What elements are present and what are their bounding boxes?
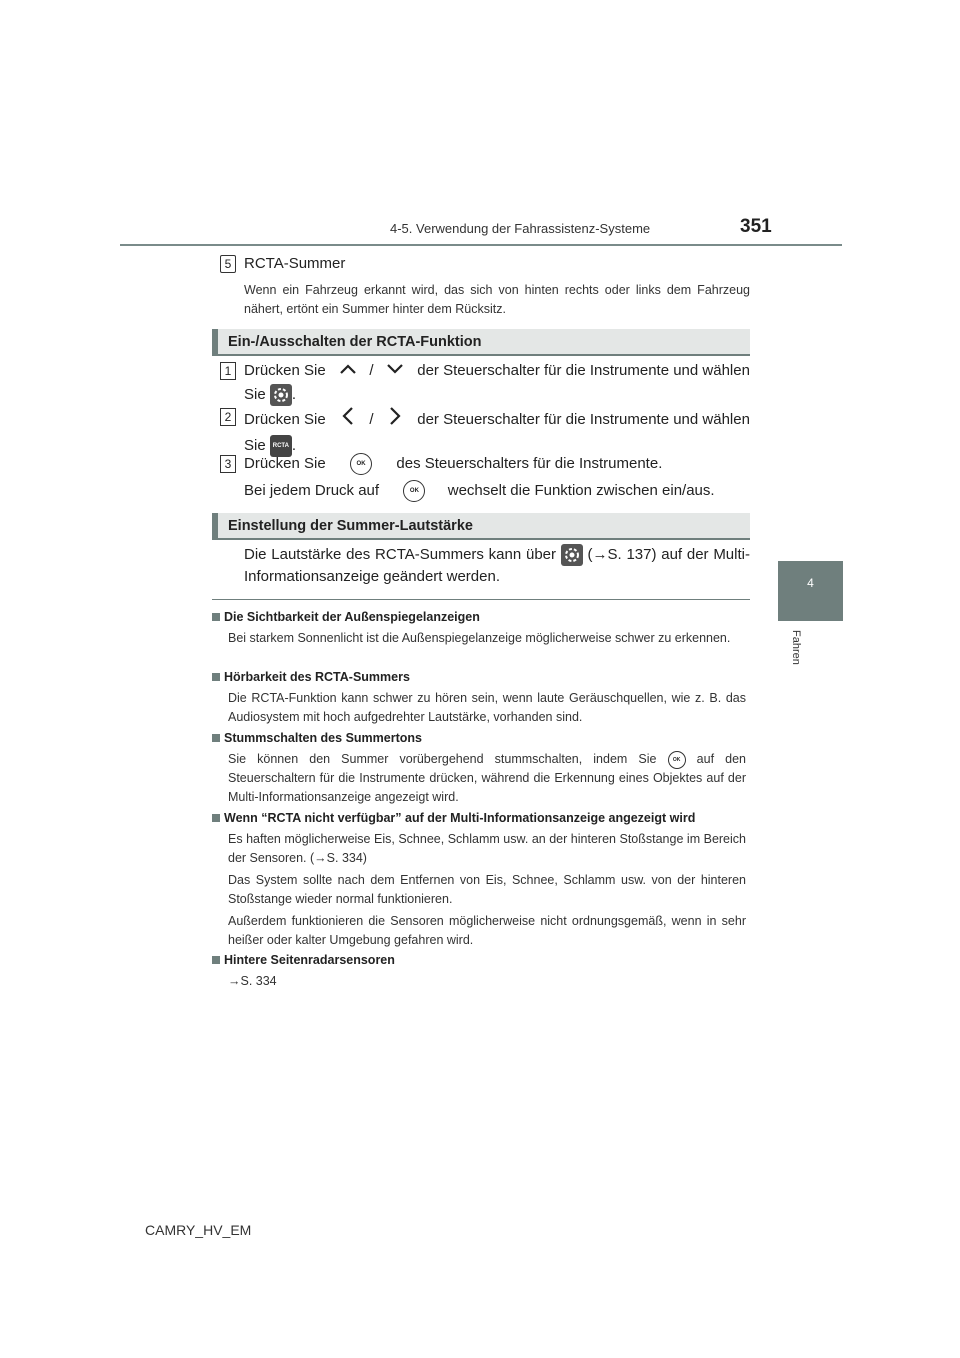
chevron-down-icon	[386, 360, 404, 382]
note-text: Es haften möglicherweise Eis, Schnee, Schlamm usw. an der hinteren Stoßstange im Bereich der Sensoren. (→S. 334)	[228, 832, 746, 865]
callout-number: 5	[220, 255, 236, 273]
step-2: Drücken Sie / der Steuerschalter für die Instrumente und wählen Sie RCTA .	[244, 406, 750, 457]
section-title: 4-5. Verwendung der Fahrassistenz-Systeme	[390, 221, 651, 236]
ok-button-icon: OK	[350, 453, 372, 475]
bullet-square-icon	[212, 734, 220, 742]
section-heading-buzzer-volume: Einstellung der Summer-Lautstärke	[212, 513, 750, 540]
note-text: Sie können den Summer vorübergehend stummschalten, indem Sie OK auf den Steuerschaltern für die Instrumente drücken, während die Erkennung eines Objektes auf der Multi-Informationsanzeige angezeigt wird.	[228, 752, 746, 804]
chapter-number: 4	[807, 576, 814, 590]
note-text: →S. 334	[228, 974, 277, 988]
ok-button-icon: OK	[403, 480, 425, 502]
header-rule	[120, 244, 842, 246]
chapter-label: Fahren	[790, 630, 802, 665]
note-text: Die RCTA-Funktion kann schwer zu hören sein, wenn laute Geräuschquellen, wie z. B. das Audiosystem mit hoch aufgedrehter Lautstärke, vorhanden sind.	[228, 691, 746, 724]
step-number: 1	[220, 362, 236, 380]
document-code: CAMRY_HV_EM	[145, 1222, 252, 1238]
note-heading: Hörbarkeit des RCTA-Summers	[212, 670, 410, 684]
item-description: Wenn ein Fahrzeug erkannt wird, das sich von hinten rechts oder links dem Fahrzeug nähert, ertönt ein Summer hinter dem Rücksitz.	[244, 283, 750, 316]
buzzer-volume-text: Die Lautstärke des RCTA-Summers kann über (→S. 137) auf der Multi-Informationsanzeige geändert werden.	[244, 546, 750, 586]
step-number: 3	[220, 455, 236, 473]
note-text: Bei starkem Sonnenlicht ist die Außenspiegelanzeige möglicherweise schwer zu erkennen.	[228, 631, 731, 645]
chevron-left-icon	[341, 406, 355, 433]
rcta-icon: RCTA	[270, 435, 292, 457]
note-heading: Wenn “RCTA nicht verfügbar” auf der Multi-Informationsanzeige angezeigt wird	[212, 811, 695, 825]
item-title: RCTA-Summer	[244, 255, 346, 272]
section-heading-rcta-toggle: Ein-/Ausschalten der RCTA-Funktion	[212, 329, 750, 356]
settings-gear-icon	[270, 384, 292, 406]
notes-divider	[212, 599, 750, 600]
step-3: Drücken Sie OK des Steuerschalters für die Instrumente.	[244, 453, 750, 475]
note-heading: Hintere Seitenradarsensoren	[212, 953, 395, 967]
note-heading: Stummschalten des Summertons	[212, 731, 422, 745]
step-3-note: Bei jedem Druck auf OK wechselt die Funktion zwischen ein/aus.	[244, 480, 750, 502]
note-text: Außerdem funktionieren die Sensoren möglicherweise nicht ordnungsgemäß, wenn in sehr heißer oder kalter Umgebung gefahren wird.	[228, 914, 746, 947]
page-number: 351	[740, 216, 772, 237]
bullet-square-icon	[212, 613, 220, 621]
chevron-up-icon	[339, 360, 357, 382]
note-heading: Die Sichtbarkeit der Außenspiegelanzeigen	[212, 610, 480, 624]
note-text: Das System sollte nach dem Entfernen von Eis, Schnee, Schlamm usw. von der hinteren Stoßstange wieder normal funktionieren.	[228, 873, 746, 906]
bullet-square-icon	[212, 814, 220, 822]
settings-gear-icon	[561, 544, 583, 566]
bullet-square-icon	[212, 673, 220, 681]
step-1: Drücken Sie / der Steuerschalter für die Instrumente und wählen Sie .	[244, 360, 750, 406]
step-number: 2	[220, 408, 236, 426]
bullet-square-icon	[212, 956, 220, 964]
chevron-right-icon	[388, 406, 402, 433]
ok-button-icon: OK	[668, 751, 686, 769]
chapter-tab	[778, 561, 843, 621]
